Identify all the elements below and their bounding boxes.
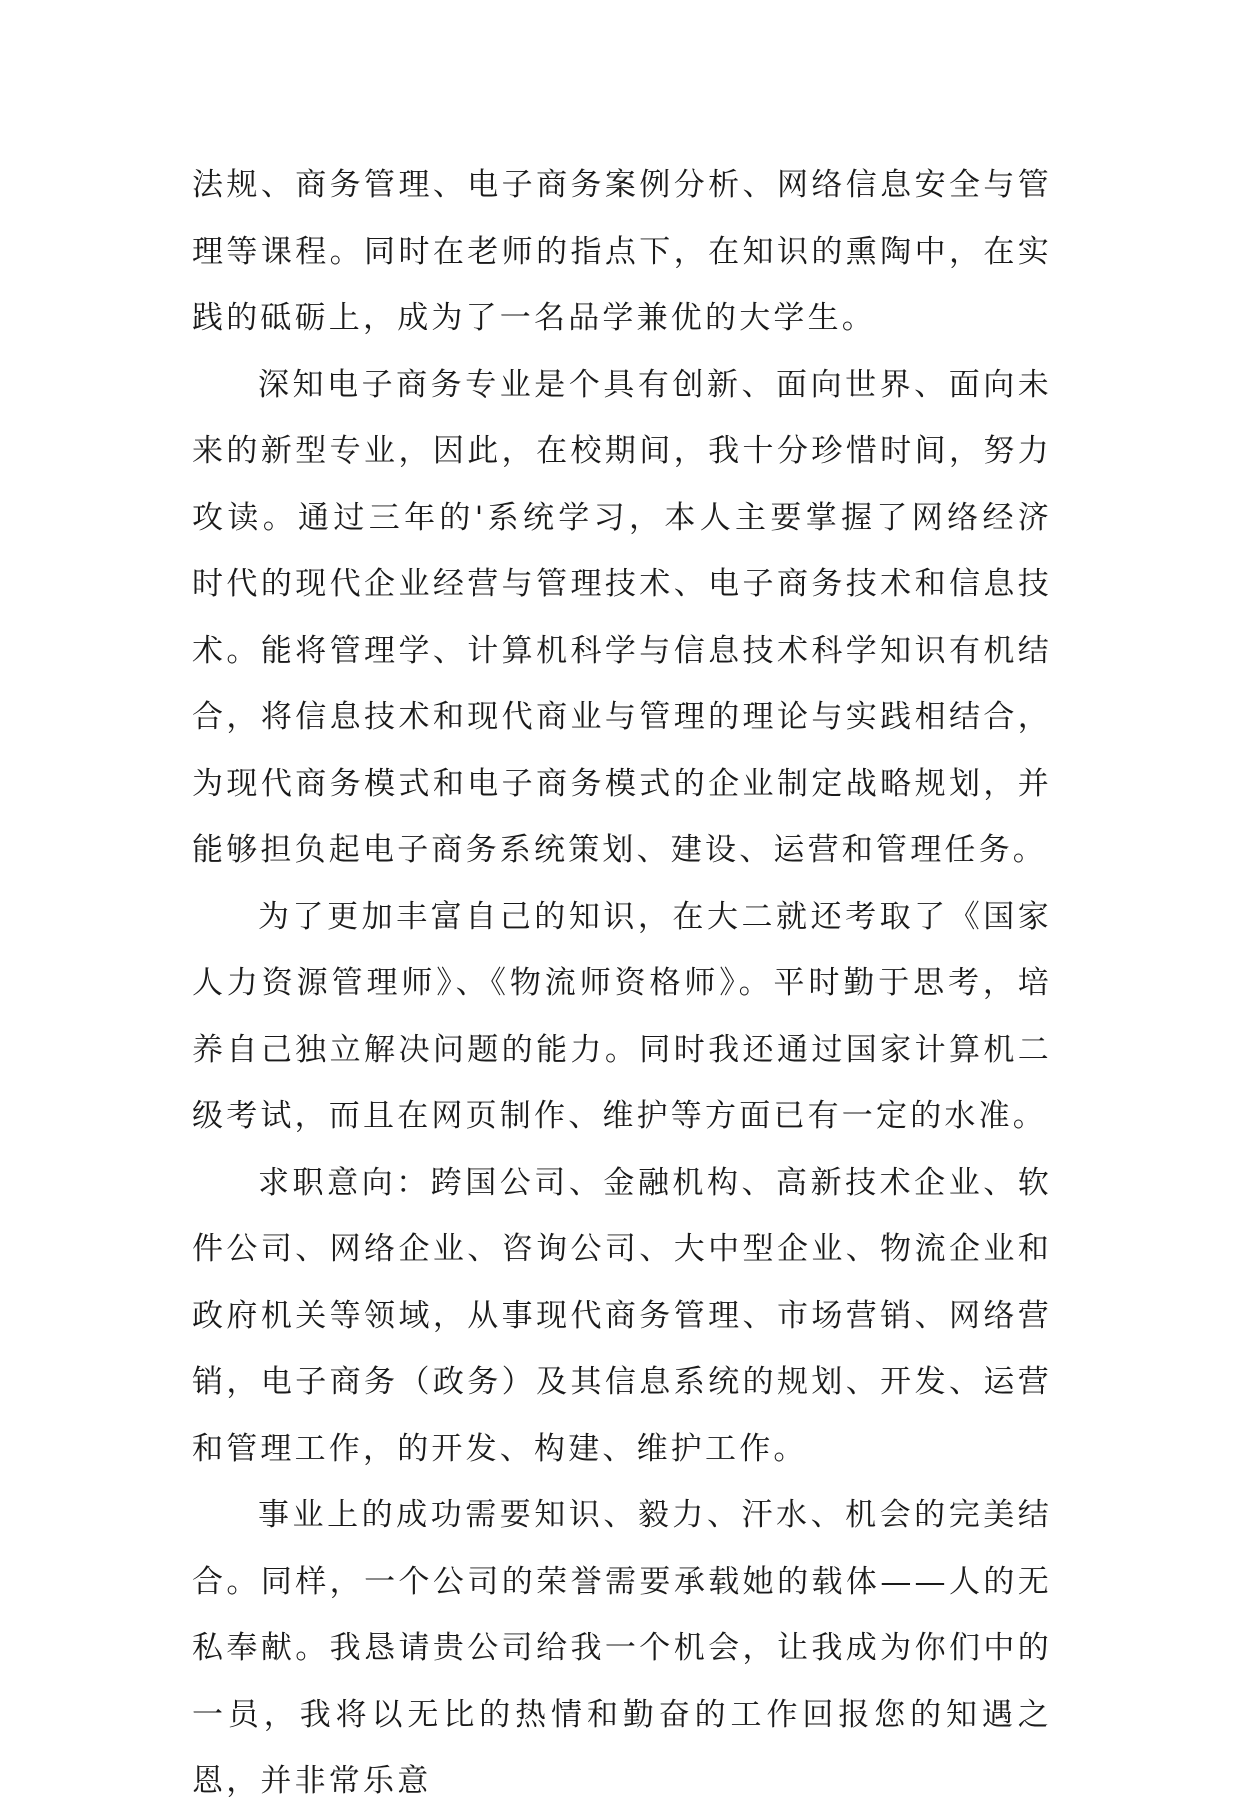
paragraph-major-study: 深知电子商务专业是个具有创新、面向世界、面向未来的新型专业，因此，在校期间，我十分珍惜时间，努力攻读。通过三年的'系统学习，本人主要掌握了网络经济时代的现代企业经营与管理技术、电子商务技术和信息技术。能将管理学、计算机科学与信息技术科学知识有机结合，将信息技术和现代商业与管理的理论与实践相结合，为现代商务模式和电子商务模式的企业制定战略规划，并能够担负起电子商务系统策划、建设、运营和管理任务。 [192, 366, 1052, 868]
paragraph-job-intention: 求职意向：跨国公司、金融机构、高新技术企业、软件公司、网络企业、咨询公司、大中型企业、物流企业和政府机关等领域，从事现代商务管理、市场营销、网络营销，电子商务（政务）及其信息系统的规划、开发、运营和管理工作，的开发、构建、维护工作。 [192, 1164, 1052, 1467]
document-body [192, 152, 1052, 1815]
paragraph-closing-request: 事业上的成功需要知识、毅力、汗水、机会的完美结合。同样，一个公司的荣誉需要承载她的载体——人的无私奉献。我恳请贵公司给我一个机会，让我成为你们中的一员，我将以无比的热情和勤奋的工作回报您的知遇之恩，并非常乐意 [192, 1497, 1052, 1799]
paragraph-course-list: 法规、商务管理、电子商务案例分析、网络信息安全与管理等课程。同时在老师的指点下，在知识的熏陶中，在实践的砥砺上，成为了一名品学兼优的大学生。 [192, 167, 1052, 336]
paragraph-certificates: 为了更加丰富自己的知识，在大二就还考取了《国家人力资源管理师》、《物流师资格师》。平时勤于思考，培养自己独立解决问题的能力。同时我还通过国家计算机二级考试，而且在网页制作、维护等方面已有一定的水准。 [192, 898, 1052, 1134]
